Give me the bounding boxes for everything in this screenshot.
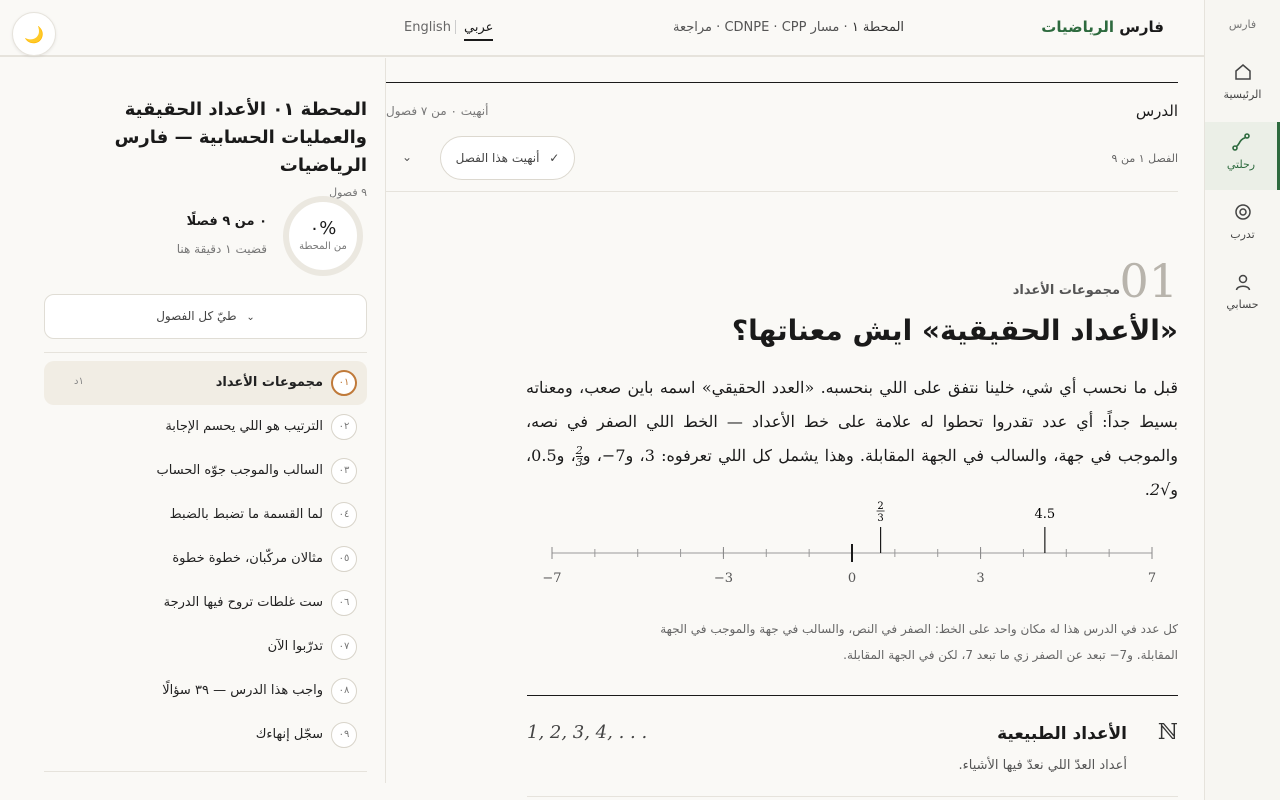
section-heading: «الأعداد الحقيقية» ايش معناتها؟ xyxy=(731,314,1178,347)
rail-item-label: حسابي xyxy=(1226,298,1259,311)
chapter-number: ٠١ xyxy=(331,370,357,396)
finish-label: أنهيت هذا الفصل xyxy=(455,151,540,165)
rail-item-home[interactable] xyxy=(1205,52,1280,120)
home-icon xyxy=(1233,62,1253,82)
lesson-paragraph: قبل ما نحسب أي شي، خلينا نتفق على اللي بنحسبه. «العدد الحقيقي» اسمه باين صعب، ومعناته بسيط جداً: أي عدد تقدروا تحطوا له علامة على خط الأعداد — الخط اللي الصفر في نصه، والموجب في جهة، والسالب في الجهة المقابلة. وهذا يشمل كل اللي تعرفوه: 3، و7−، و $\frac{2}{3}$ ، و0.5، و√2. xyxy=(526,378,1178,499)
chapter-item[interactable] xyxy=(44,581,367,625)
lesson-progress: أنهيت ٠ من ٧ فصول xyxy=(386,104,489,118)
lang-english-button[interactable]: English xyxy=(404,20,451,35)
collapse-label: طيّ كل الفصول xyxy=(156,309,237,323)
chapters-sidebar xyxy=(44,96,367,742)
finish-chapter-button[interactable] xyxy=(440,136,575,180)
brand-logo[interactable]: فارس الرياضيات xyxy=(1041,18,1164,36)
station-title: المحطة ٠١ الأعداد الحقيقية والعمليات الحسابية — فارس الرياضيات xyxy=(114,99,367,176)
number-line-tick-label: −7 xyxy=(542,571,562,586)
check-icon: ✓ xyxy=(549,151,560,165)
number-line-tick-label: −3 xyxy=(713,571,734,586)
divider xyxy=(44,352,367,353)
set-description: أعداد العدّ اللي نعدّ فيها الأشياء. xyxy=(958,758,1127,773)
chapter-item[interactable] xyxy=(44,713,367,757)
chapter-item[interactable] xyxy=(44,669,367,713)
nav-rail xyxy=(1204,0,1280,800)
chapter-item[interactable] xyxy=(44,625,367,669)
chapter-item[interactable] xyxy=(44,361,367,405)
divider xyxy=(527,695,1178,696)
chapter-title: ست غلطات تروح فيها الدرجة xyxy=(163,595,323,610)
column-divider xyxy=(385,58,386,783)
chapter-title: سجّل إنهاءك xyxy=(255,727,323,742)
top-bar xyxy=(0,0,1204,57)
progress-of-label: من المحطة xyxy=(299,241,347,252)
chapter-duration: ١د xyxy=(74,376,84,387)
chapter-position: الفصل ١ من ٩ xyxy=(1111,152,1178,165)
breadcrumb: المحطة ١ · مسار CDNPE · CPP · مراجعة xyxy=(673,20,905,35)
chapter-title: الترتيب هو اللي يحسم الإجابة xyxy=(165,419,323,434)
chapter-title: لما القسمة ما تضبط بالضبط xyxy=(169,507,323,522)
user-icon xyxy=(1233,272,1253,292)
chapter-number: ٠٤ xyxy=(331,502,357,528)
progress-time: قضيت ١ دقيقة هنا xyxy=(176,242,267,256)
chapter-number: ٠٨ xyxy=(331,678,357,704)
chapter-title: واجب هذا الدرس — ٣٩ سؤالًا xyxy=(162,683,323,698)
number-line xyxy=(526,494,1166,594)
chapter-item[interactable] xyxy=(44,405,367,449)
lang-divider xyxy=(455,20,456,34)
number-line-mark-label: 2 xyxy=(877,501,884,512)
chevron-down-icon: ⌄ xyxy=(246,312,255,323)
chapter-title: السالب والموجب جوّه الحساب xyxy=(156,463,323,478)
rail-logo[interactable]: فارس xyxy=(1228,18,1257,31)
chapter-item[interactable] xyxy=(44,537,367,581)
rail-item-label: رحلتي xyxy=(1226,158,1256,171)
chapter-number: ٠٣ xyxy=(331,458,357,484)
path-icon xyxy=(1231,132,1251,152)
chapter-number: ٠٩ xyxy=(331,722,357,748)
divider xyxy=(386,191,1178,192)
chapter-title: تدرّبوا الآن xyxy=(267,639,323,654)
chevron-down-icon[interactable]: ⌄ xyxy=(402,150,413,164)
set-example: 1, 2, 3, 4, . . . xyxy=(527,722,648,743)
number-line-mark-label: 3 xyxy=(877,513,884,524)
collapse-all-button[interactable] xyxy=(44,294,367,339)
progress-percent: ٠% xyxy=(309,218,337,239)
lang-arabic-button[interactable]: عربي xyxy=(464,20,493,41)
rail-item-practice[interactable] xyxy=(1205,192,1280,260)
set-name: الأعداد الطبيعية xyxy=(997,724,1127,744)
number-line-tick-label: 7 xyxy=(1147,571,1157,586)
number-line-caption: كل عدد في الدرس هذا له مكان واحد على الخط: الصفر في النص، والسالب في جهة والموجب في الجهة المقابلة. و7− تبعد عن الصفر زي ما تبعد 7، لكن في الجهة المقابلة. xyxy=(660,622,1178,662)
chapter-number: ٠٢ xyxy=(331,414,357,440)
rail-item-journey[interactable] xyxy=(1205,122,1280,190)
lesson-label: الدرس xyxy=(1135,102,1178,120)
chapter-item[interactable] xyxy=(44,493,367,537)
chapter-number: ٠٦ xyxy=(331,590,357,616)
progress-count: ٠ من ٩ فصلًا xyxy=(186,214,267,229)
chapter-list xyxy=(44,361,367,757)
number-line-mark-label: 4.5 xyxy=(1034,507,1056,522)
section-name: مجموعات الأعداد xyxy=(1012,283,1120,298)
rail-item-account[interactable] xyxy=(1205,262,1280,330)
chapter-number: ٠٧ xyxy=(331,634,357,660)
progress-ring xyxy=(283,196,363,276)
moon-icon: 🌙 xyxy=(24,25,44,44)
rail-item-label: تدرب xyxy=(1230,228,1255,241)
section-number: 01 xyxy=(1119,254,1178,308)
rail-item-label: الرئيسية xyxy=(1223,88,1262,101)
set-symbol: ℕ xyxy=(1157,720,1178,745)
number-line-tick-label: 0 xyxy=(847,571,857,586)
chapter-item[interactable] xyxy=(44,449,367,493)
theme-toggle-button[interactable] xyxy=(12,12,56,56)
divider xyxy=(386,82,1178,83)
divider xyxy=(527,796,1178,797)
chapters-count: ٩ فصول xyxy=(329,186,367,199)
number-line-tick-label: 3 xyxy=(976,571,985,586)
chapter-title: مجموعات الأعداد xyxy=(215,375,323,390)
divider xyxy=(44,771,367,772)
chapter-title: مثالان مركّبان، خطوة خطوة xyxy=(172,551,323,566)
target-icon xyxy=(1233,202,1253,222)
chapter-number: ٠٥ xyxy=(331,546,357,572)
